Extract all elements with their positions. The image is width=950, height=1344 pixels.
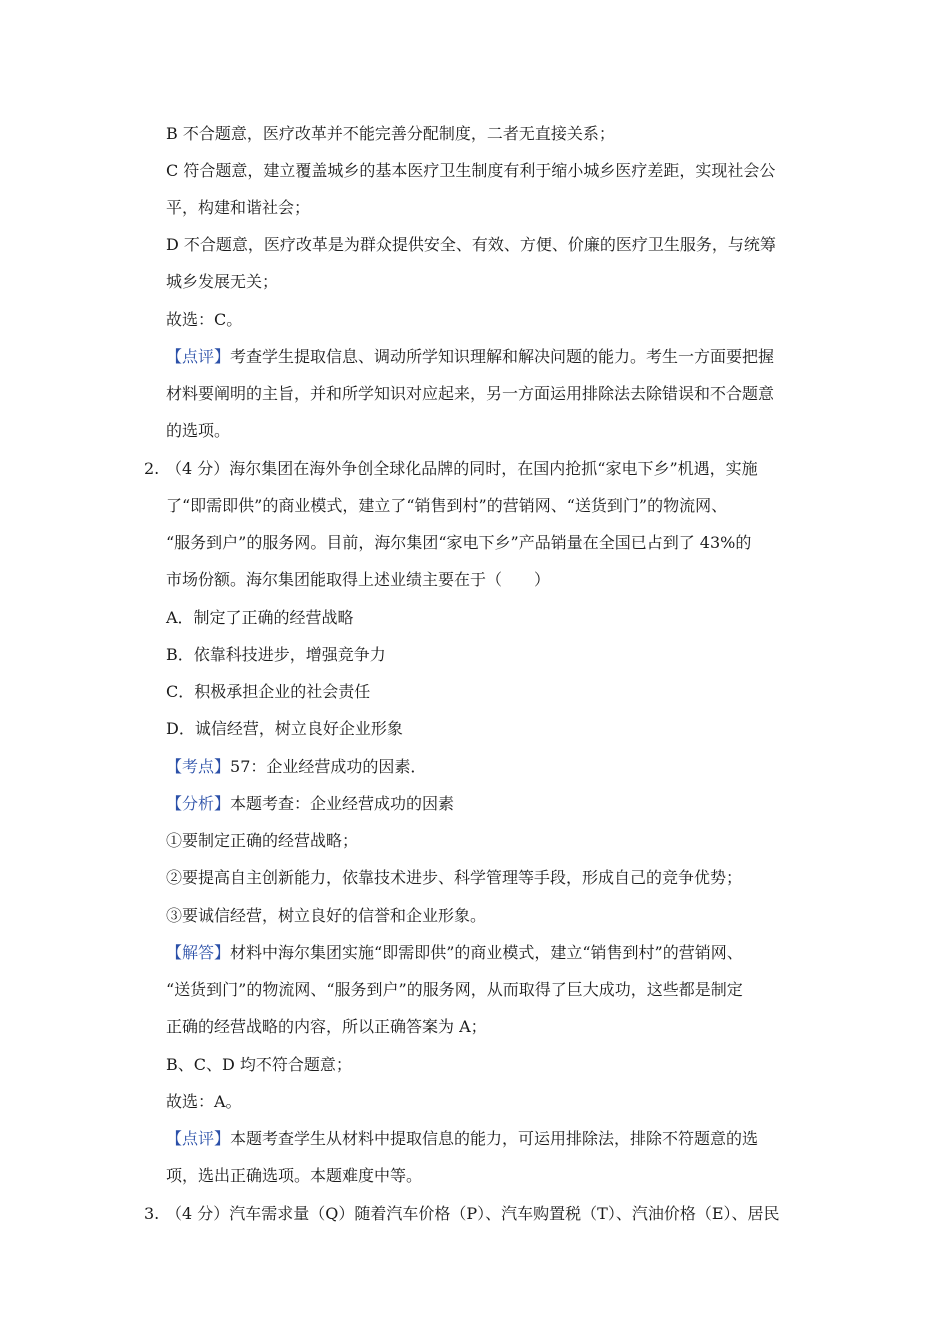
- kaodian-text: 57：企业经营成功的因素．: [230, 757, 427, 776]
- q2-option-b: B．依靠科技进步，增强竞争力: [166, 645, 386, 664]
- q2-option-d: D．诚信经营，树立良好企业形象: [166, 719, 403, 738]
- q1-review-text1: 考查学生提取信息、调动所学知识理解和解决问题的能力。考生一方面要把握: [230, 347, 775, 366]
- q2-option-c: C．积极承担企业的社会责任: [166, 682, 371, 701]
- q1-review-line3: 的选项。: [166, 421, 231, 440]
- q2-fenxi: [166, 794, 454, 814]
- q1-choice: 故选：C。: [166, 310, 243, 329]
- q2-jieda-line2: “送货到门”的物流网、“服务到户”的服务网，从而取得了巨大成功，这些都是制定: [166, 980, 743, 999]
- review-tag: 【点评】: [166, 1129, 231, 1148]
- q2-stem-line1: （4 分）海尔集团在海外争创全球化品牌的同时，在国内抢抓“家电下乡”机遇，实施: [166, 459, 758, 478]
- q2-others: B、C、D 均不符合题意；: [166, 1055, 352, 1074]
- review-tag: 【点评】: [166, 347, 231, 366]
- q2-stem-line4: 市场份额。海尔集团能取得上述业绩主要在于（ ）: [166, 570, 551, 589]
- q1-option-d-analysis-line1: D 不合题意，医疗改革是为群众提供安全、有效、方便、价廉的医疗卫生服务，与统筹: [166, 235, 776, 254]
- q2-review-line1: [166, 1129, 758, 1149]
- q2-choice: 故选：A。: [166, 1092, 242, 1111]
- fenxi-text: 本题考查：企业经营成功的因素: [230, 794, 455, 813]
- q2-number: 2.: [144, 459, 160, 478]
- kaodian-tag: 【考点】: [166, 757, 231, 776]
- q1-option-c-analysis-line1: C 符合题意，建立覆盖城乡的基本医疗卫生制度有利于缩小城乡医疗差距，实现社会公: [166, 161, 776, 180]
- q1-review-line2: 材料要阐明的主旨，并和所学知识对应起来，另一方面运用排除法去除错误和不合题意: [166, 384, 775, 403]
- q2-stem-line3: “服务到户”的服务网。目前，海尔集团“家电下乡”产品销量在全国已占到了 43%的: [166, 533, 752, 552]
- q2-review-text1: 本题考查学生从材料中提取信息的能力，可运用排除法，排除不符题意的选: [230, 1129, 759, 1148]
- q1-option-c-analysis-line2: 平，构建和谐社会；: [166, 198, 311, 217]
- q1-option-d-analysis-line2: 城乡发展无关；: [166, 272, 279, 291]
- jieda-tag: 【解答】: [166, 943, 231, 962]
- q2-review-line2: 项，选出正确选项。本题难度中等。: [166, 1166, 423, 1185]
- q2-point-1: ①要制定正确的经营战略；: [166, 831, 359, 850]
- q2-point-3: ③要诚信经营，树立良好的信誉和企业形象。: [166, 906, 487, 925]
- q3-number: 3.: [144, 1204, 160, 1223]
- q2-jieda-line1: [166, 943, 743, 963]
- q2-kaodian: [166, 757, 426, 777]
- q3-stem-line1: （4 分）汽车需求量（Q）随着汽车价格（P）、汽车购置税（T）、汽油价格（E）、居民: [166, 1204, 780, 1223]
- fenxi-tag: 【分析】: [166, 794, 231, 813]
- q2-jieda-line3: 正确的经营战略的内容，所以正确答案为 A；: [166, 1017, 487, 1036]
- q2-point-2: ②要提高自主创新能力，依靠技术进步、科学管理等手段，形成自己的竞争优势；: [166, 868, 743, 887]
- q2-stem-line2: 了“即需即供”的商业模式，建立了“销售到村”的营销网、“送货到门”的物流网、: [166, 496, 728, 515]
- q1-review-line1: [166, 347, 774, 367]
- q1-option-b-analysis: B 不合题意，医疗改革并不能完善分配制度，二者无直接关系；: [166, 124, 615, 143]
- jieda-text1: 材料中海尔集团实施“即需即供”的商业模式，建立“销售到村”的营销网、: [230, 943, 743, 962]
- q2-option-a: A．制定了正确的经营战略: [166, 608, 354, 627]
